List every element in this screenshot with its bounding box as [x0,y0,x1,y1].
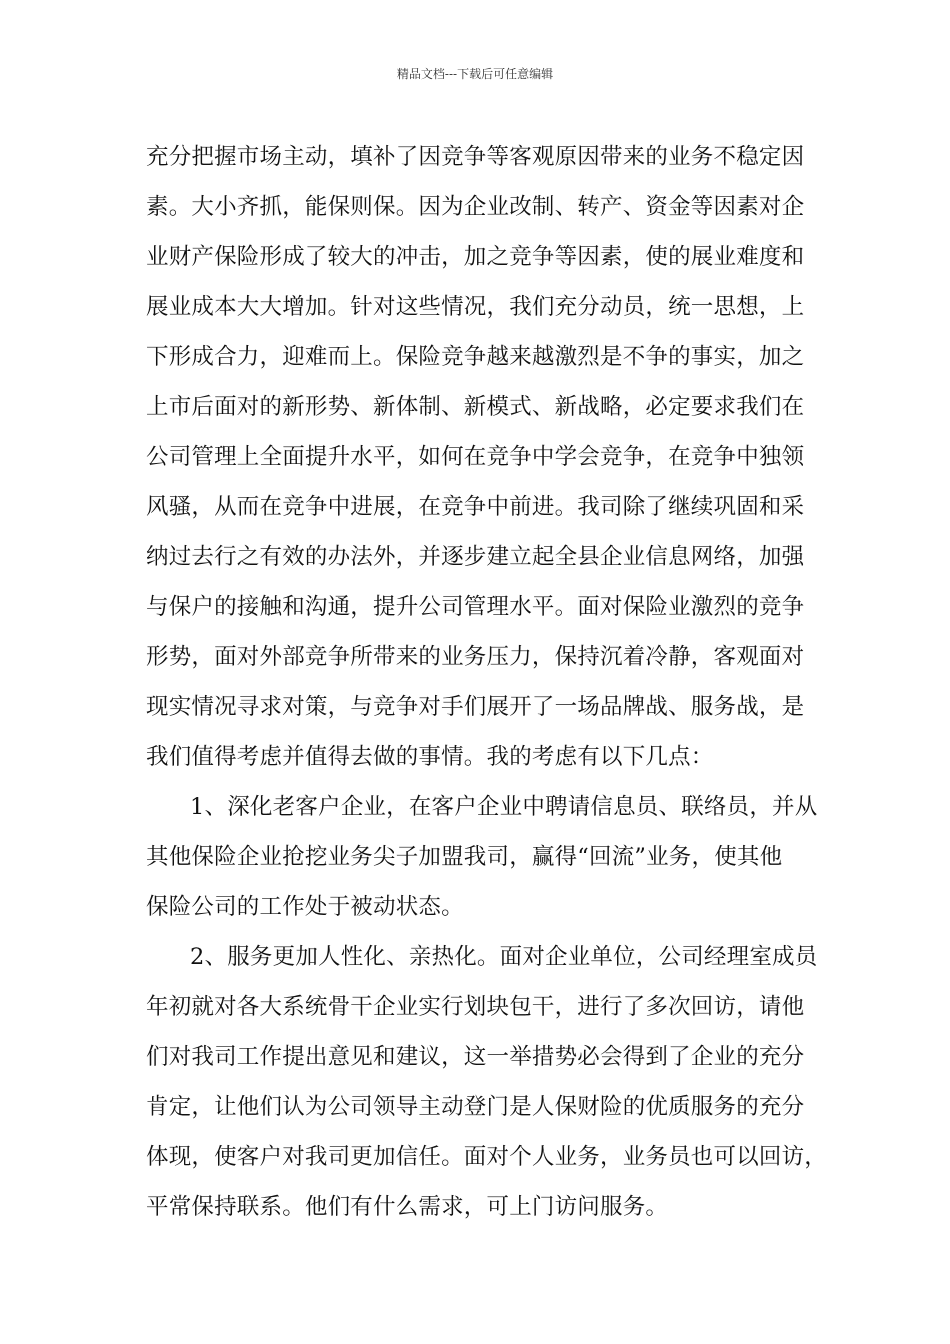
text-line: 年初就对各大系统骨干企业实行划块包干，进行了多次回访，请他 [146,994,805,1020]
text-line: 我们值得考虑并值得去做的事情。我的考虑有以下几点： [146,744,714,770]
text-line: 业财产保险形成了较大的冲击，加之竞争等因素，使的展业难度和 [146,244,805,270]
page-header: 精品文档---下载后可任意编辑 [396,67,554,81]
text-line: 素。大小齐抓，能保则保。因为企业改制、转产、资金等因素对企 [146,194,805,220]
paragraph-2 [146,782,836,932]
text-line: 现实情况寻求对策，与竞争对手们展开了一场品牌战、服务战，是 [146,694,805,720]
text-line: 公司管理上全面提升水平，如何在竞争中学会竞争，在竞争中独领 [146,444,805,470]
text-line: 纳过去行之有效的办法外，并逐步建立起全县企业信息网络，加强 [146,544,805,570]
text-line: 们对我司工作提出意见和建议，这一举措势必会得到了企业的充分 [146,1044,805,1070]
text-line: 其他保险企业抢挖业务尖子加盟我司，赢得“回流”业务，使其他 [146,844,783,870]
text-line: 平常保持联系。他们有什么需求，可上门访问服务。 [146,1194,669,1220]
text-line: 肯定，让他们认为公司领导主动登门是人保财险的优质服务的充分 [146,1094,805,1120]
document-body [146,132,836,1232]
text-line: 形势，面对外部竞争所带来的业务压力，保持沉着冷静，客观面对 [146,644,805,670]
text-line: 2、服务更加人性化、亲热化。面对企业单位，公司经理室成员 [190,944,818,970]
paragraph-1 [146,132,836,782]
text-line: 充分把握市场主动，填补了因竞争等客观原因带来的业务不稳定因 [146,144,805,170]
text-line: 下形成合力，迎难而上。保险竞争越来越激烈是不争的事实，加之 [146,344,805,370]
paragraph-3 [146,932,836,1232]
text-line: 1、深化老客户企业，在客户企业中聘请信息员、联络员，并从 [190,794,818,820]
text-line: 上市后面对的新形势、新体制、新模式、新战略，必定要求我们在 [146,394,805,420]
text-line: 风骚，从而在竞争中进展，在竞争中前进。我司除了继续巩固和采 [146,494,805,520]
text-line: 保险公司的工作处于被动状态。 [146,894,464,920]
text-line: 体现，使客户对我司更加信任。面对个人业务，业务员也可以回访， [146,1144,828,1170]
text-line: 展业成本大大增加。针对这些情况，我们充分动员，统一思想，上 [146,294,805,320]
text-line: 与保户的接触和沟通，提升公司管理水平。面对保险业激烈的竞争 [146,594,805,620]
